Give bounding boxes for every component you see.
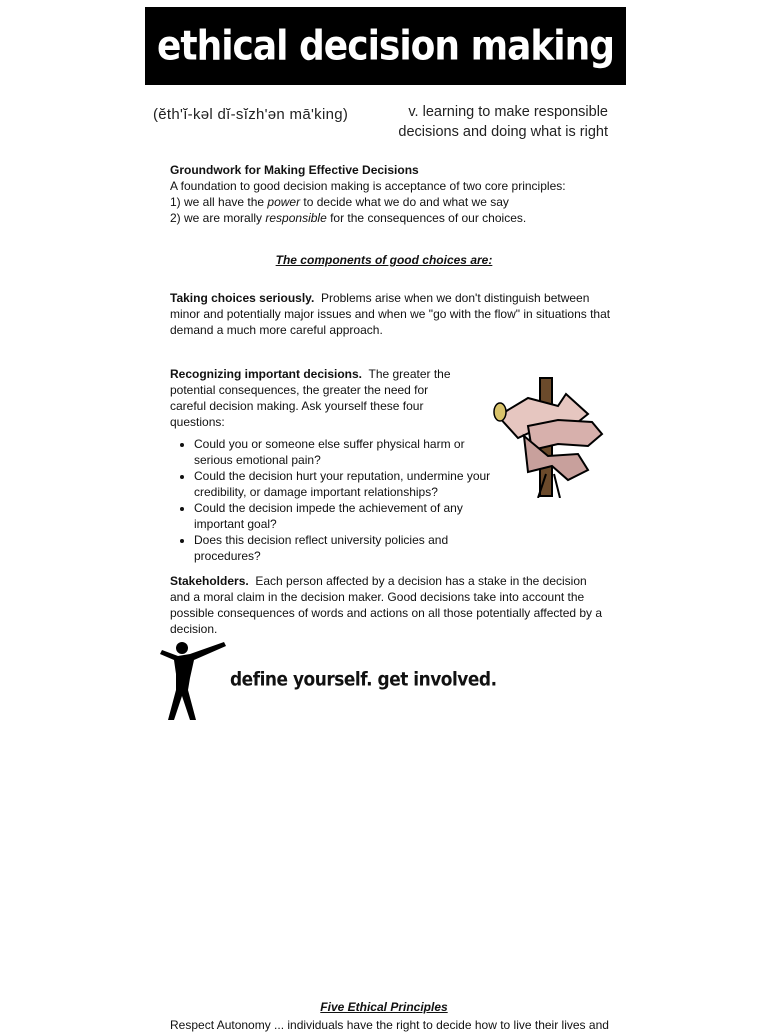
list-item: • Could the decision hurt your reputation, undermine your credibility, or damage important relationships? bbox=[194, 468, 494, 500]
groundwork-heading: Groundwork for Making Effective Decisions bbox=[170, 163, 419, 177]
list-item: • Does this decision reflect university policies and procedures? bbox=[194, 532, 494, 564]
list-item: • Could the decision impede the achievement of any important goal? bbox=[194, 500, 494, 532]
pronunciation: (ĕth'ĭ-kəl dĭ-sĭzh'ən mā'king) bbox=[153, 106, 349, 123]
recognizing-body: The greater the potential consequences, the greater the need for careful decision making. Ask yourself these four questions: bbox=[170, 367, 451, 429]
page-title: ethical decision making bbox=[156, 22, 615, 70]
tagline: define yourself. get involved. bbox=[230, 669, 497, 691]
definition: v. learning to make responsible decisions and doing what is right bbox=[398, 104, 608, 140]
stakeholders-body: Each person affected by a decision has a stake in the decision and a moral claim in the decision maker. Good decisions take into account the possible consequences of words and actions on all those potentially affected by a decision. bbox=[170, 574, 603, 636]
five-principles-heading: Five Ethical Principles bbox=[320, 1000, 448, 1014]
stakeholders-heading: Stakeholders. bbox=[170, 574, 249, 588]
signpost-illustration bbox=[488, 376, 606, 498]
recognizing-section bbox=[170, 366, 491, 564]
taking-body: Problems arise when we don't distinguish between minor and potentially major issues and when we "go with the flow" in situations that demand a much more careful approach. bbox=[170, 291, 611, 337]
recognizing-heading: Recognizing important decisions. bbox=[170, 367, 363, 381]
stakeholders-section bbox=[170, 573, 610, 637]
cutoff-text: Respect Autonomy ... individuals have the right to decide how to live their lives and bbox=[170, 1018, 609, 1032]
list-item: • Could you or someone else suffer physical harm or serious emotional pain? bbox=[194, 436, 494, 468]
groundwork-intro: A foundation to good decision making is acceptance of two core principles: bbox=[170, 179, 566, 193]
taking-heading: Taking choices seriously. bbox=[170, 291, 315, 305]
groundwork-section bbox=[170, 162, 615, 226]
principle-2: 2) we are morally responsible for the consequences of our choices. bbox=[170, 211, 527, 225]
components-heading: The components of good choices are: bbox=[275, 253, 493, 267]
title-banner bbox=[145, 7, 626, 85]
principle-1: 1) we all have the power to decide what we do and what we say bbox=[170, 195, 509, 209]
person-silhouette-icon bbox=[160, 638, 228, 722]
taking-choices-section bbox=[170, 290, 615, 338]
questions-list bbox=[170, 436, 494, 564]
